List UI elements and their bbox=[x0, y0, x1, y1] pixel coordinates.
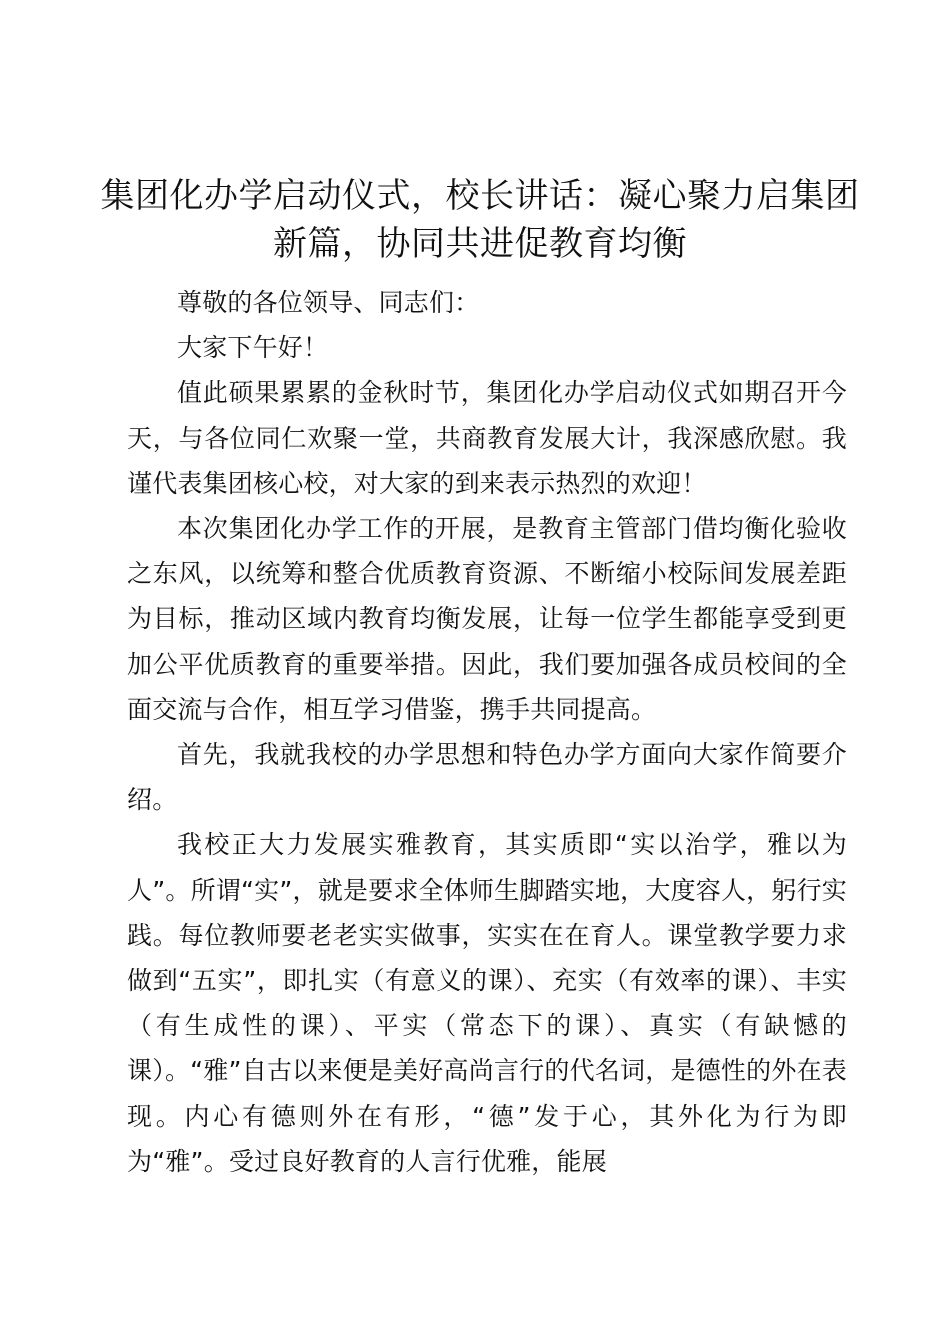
paragraph-purpose: 本次集团化办学工作的开展，是教育主管部门借均衡化验收之东风，以统筹和整合优质教育资源、不断缩小校际间发展差距为目标，推动区域内教育均衡发展，让每一位学生都能享受到更加公平优质教育的重要举措。因此，我们要加强各成员校间的全面交流与合作，相互学习借鉴，携手共同提高。 bbox=[127, 514, 847, 724]
document-body bbox=[127, 280, 847, 1184]
paragraph-philosophy: 我校正大力发展实雅教育，其实质即“实以治学，雅以为人”。所谓“实”，就是要求全体师生脚踏实地，大度容人，躬行实践。每位教师要老老实实做事，实实在在育人。课堂教学要力求做到“五实”，即扎实（有意义的课）、充实（有效率的课）、丰实（有生成性的课）、平实（常态下的课）、真实（有缺憾的课）。“雅”自古以来便是美好高尚言行的代名词，是德性的外在表现。内心有德则外在有形，“德”发于心，其外化为行为即为“雅”。受过良好教育的人言行优雅，能展 bbox=[127, 830, 847, 1176]
paragraph-welcome: 值此硕果累累的金秋时节，集团化办学启动仪式如期召开今天，与各位同仁欢聚一堂，共商教育发展大计，我深感欣慰。我谨代表集团核心校，对大家的到来表示热烈的欢迎！ bbox=[127, 378, 847, 498]
document-title: 集团化办学启动仪式，校长讲话：凝心聚力启集团新篇，协同共进促教育均衡 bbox=[100, 176, 860, 264]
paragraph-salutation: 尊敬的各位领导、同志们： bbox=[177, 288, 480, 317]
paragraph-introduction: 首先，我就我校的办学思想和特色办学方面向大家作简要介绍。 bbox=[127, 740, 847, 815]
paragraph-greeting: 大家下午好！ bbox=[177, 333, 329, 363]
